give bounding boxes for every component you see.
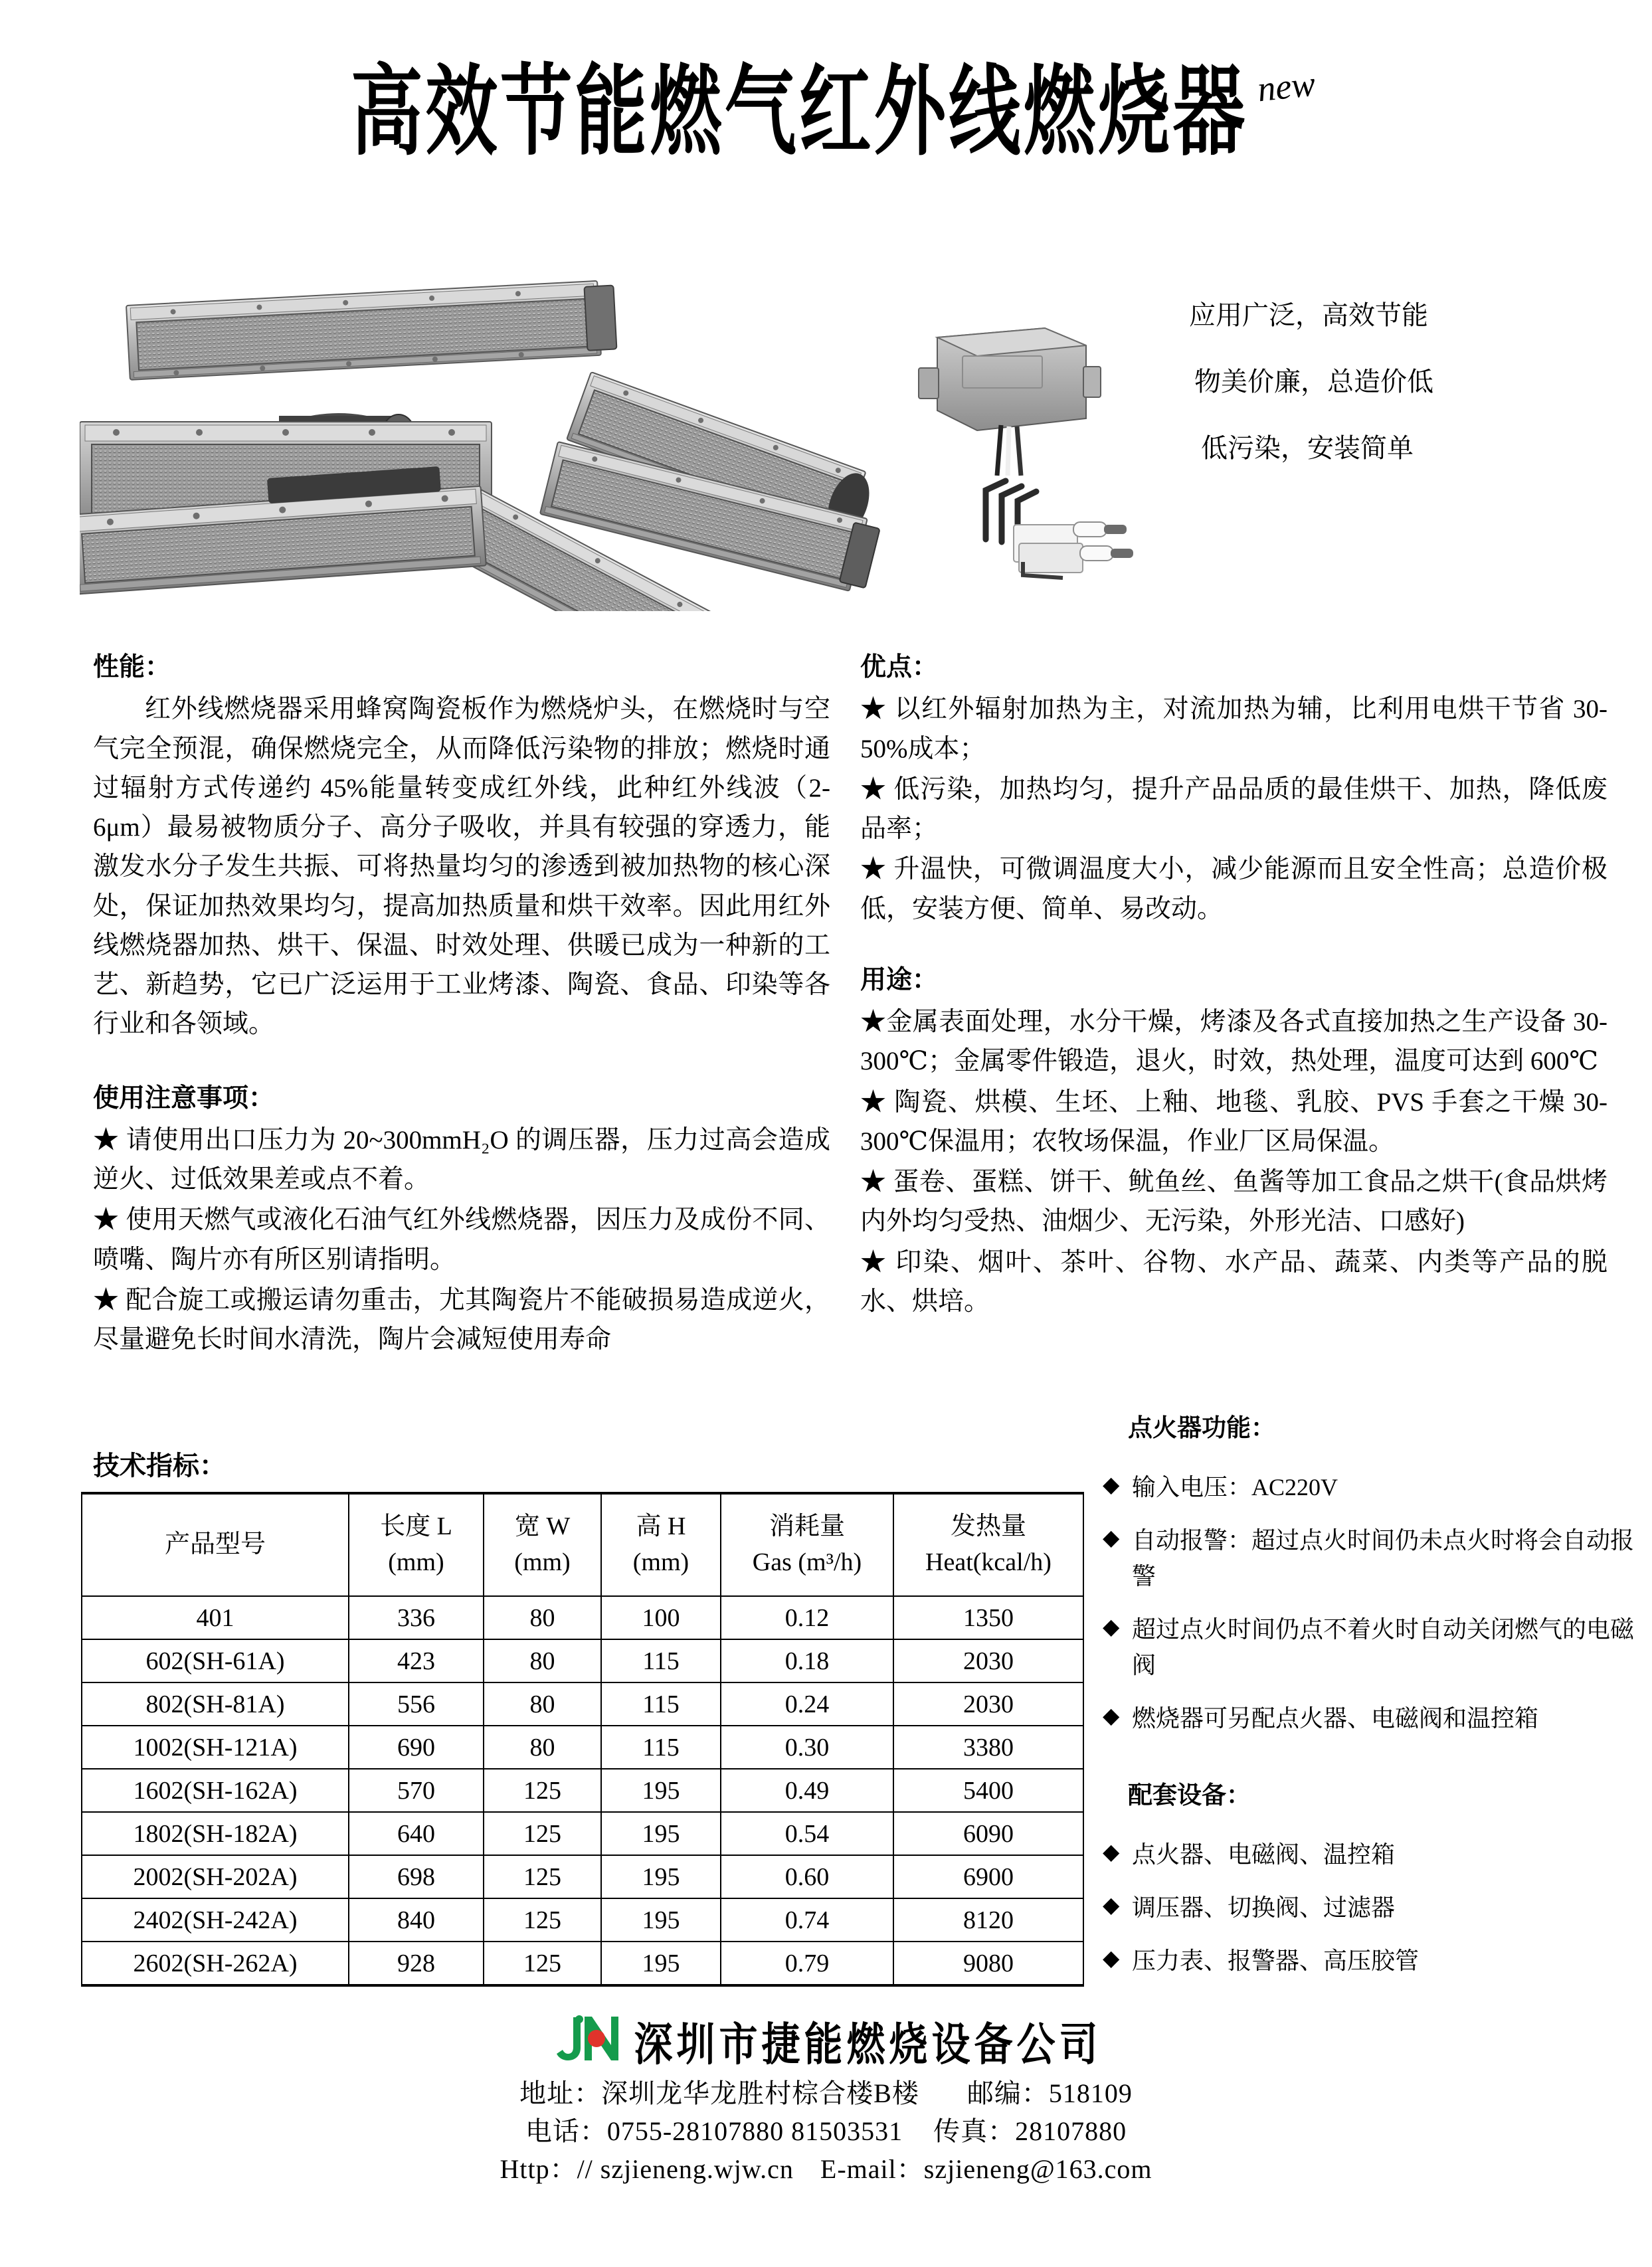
company-logo-row	[0, 2013, 1652, 2072]
jn-monogram-svg	[550, 2013, 624, 2065]
col-header-heat: 发热量 Heat(kcal/h)	[893, 1493, 1083, 1596]
cell-gas: 0.49	[721, 1769, 893, 1812]
ignition-heading: 点火器功能：	[1128, 1413, 1275, 1442]
left-text-column	[93, 648, 830, 1361]
cell-gas: 0.79	[721, 1942, 893, 1985]
footer	[0, 2013, 1652, 2188]
table-row	[82, 1682, 1083, 1726]
cell-model: 2002(SH-202A)	[82, 1855, 349, 1898]
http-label: Http：//	[500, 2153, 593, 2184]
use-item: ★ 蛋卷、蛋糕、饼干、鱿鱼丝、鱼酱等加工食品之烘干(食品烘烤内外均匀受热、油烟少、无污染，外形光洁、口感好)	[860, 1168, 1607, 1236]
cell-heat: 6090	[893, 1812, 1083, 1855]
accessories-heading: 配套设备：	[1128, 1781, 1251, 1809]
cell-gas: 0.74	[721, 1898, 893, 1942]
tagline-item: 低污染，安装简单	[1201, 433, 1414, 464]
table-row	[82, 1596, 1083, 1639]
cell-height: 195	[601, 1898, 721, 1942]
col-header-length: 长度 L (mm)	[349, 1493, 484, 1596]
cell-height: 115	[601, 1726, 721, 1769]
cell-length: 570	[349, 1769, 484, 1812]
cautions-heading: 使用注意事项：	[93, 1083, 275, 1113]
table-row	[82, 1898, 1083, 1942]
table-row	[82, 1812, 1083, 1855]
table-row	[82, 1769, 1083, 1812]
tagline-item: 应用广泛，高效节能	[1189, 300, 1428, 331]
accessory-item-text: 点火器、电磁阀、温控箱	[1132, 1841, 1396, 1868]
cell-length: 336	[349, 1596, 484, 1639]
advantage-item: ★ 以红外辐射加热为主，对流加热为辅，比利用电烘干节省 30-50%成本；	[860, 695, 1607, 763]
product-photo-illustration	[80, 279, 1143, 611]
accessories-panel	[1103, 1777, 1634, 1996]
table-row	[82, 1726, 1083, 1769]
diamond-bullet-icon: ◆	[1103, 1946, 1120, 1971]
cell-width: 125	[484, 1769, 601, 1812]
diamond-bullet-icon: ◆	[1103, 1840, 1120, 1864]
diamond-bullet-icon: ◆	[1103, 1615, 1120, 1639]
title-new-badge: new	[1255, 63, 1317, 110]
cell-width: 80	[484, 1639, 601, 1682]
ignition-item-text: 超过点火时间仍点不着火时自动关闭燃气的电磁阀	[1132, 1615, 1635, 1678]
cell-heat: 6900	[893, 1855, 1083, 1898]
cell-gas: 0.54	[721, 1812, 893, 1855]
cell-model: 1802(SH-182A)	[82, 1812, 349, 1855]
phone-label: 电话：	[525, 2116, 607, 2146]
accessory-item-text: 压力表、报警器、高压胶管	[1132, 1947, 1420, 1974]
table-row	[82, 1639, 1083, 1682]
cell-heat: 1350	[893, 1596, 1083, 1639]
email-value[interactable]: szjieneng@163.com	[923, 2153, 1152, 2184]
cell-model: 1602(SH-162A)	[82, 1769, 349, 1812]
contact-line-phone	[0, 2113, 1652, 2151]
ignition-item-text: 自动报警：超过点火时间仍未点火时将会自动报警	[1132, 1526, 1635, 1589]
contact-line-address	[0, 2075, 1652, 2113]
accessory-item-text: 调压器、切换阀、过滤器	[1132, 1894, 1396, 1921]
ignition-list-item	[1103, 1611, 1634, 1683]
spec-table	[81, 1492, 1084, 1987]
ignition-list-item	[1103, 1700, 1634, 1736]
product-photo	[80, 279, 1143, 611]
fax-label: 传真：	[933, 2116, 1016, 2146]
cell-width: 80	[484, 1726, 601, 1769]
diamond-bullet-icon: ◆	[1103, 1473, 1120, 1497]
website-value[interactable]: szjieneng.wjw.cn	[600, 2153, 794, 2184]
col-header-width: 宽 W (mm)	[484, 1493, 601, 1596]
advantages-heading: 优点：	[860, 652, 939, 682]
table-row	[82, 1942, 1083, 1985]
diamond-bullet-icon: ◆	[1103, 1893, 1120, 1918]
performance-heading: 性能：	[93, 652, 171, 682]
accessory-list-item	[1103, 1890, 1634, 1926]
fax-value: 28107880	[1015, 2116, 1127, 2146]
cell-width: 125	[484, 1812, 601, 1855]
cell-height: 195	[601, 1812, 721, 1855]
ignition-list-item	[1103, 1469, 1634, 1505]
cell-heat: 3380	[893, 1726, 1083, 1769]
use-item: ★金属表面处理，水分干燥，烤漆及各式直接加热之生产设备 30-300℃；金属零件锻造，退火，时效，热处理，温度可达到 600℃	[860, 1008, 1607, 1076]
spec-table-label: 技术指标：	[93, 1451, 226, 1481]
cell-heat: 2030	[893, 1682, 1083, 1726]
caution-item: ★ 使用天燃气或液化石油气红外线燃烧器，因压力及成份不同、喷嘴、陶片亦有所区别请指明。	[93, 1206, 830, 1274]
caution-item: ★ 请使用出口压力为 20~300mmH₂O 的调压器，压力过高会造成逆火、过低效果差或点不着。	[93, 1125, 830, 1194]
diamond-bullet-icon: ◆	[1103, 1526, 1120, 1550]
company-name: 深圳市捷能燃烧设备公司	[634, 2017, 1102, 2072]
tagline-list	[1189, 302, 1614, 501]
cell-width: 125	[484, 1898, 601, 1942]
diamond-bullet-icon: ◆	[1103, 1704, 1120, 1728]
address-label: 地址：	[519, 2078, 602, 2108]
cell-heat: 2030	[893, 1639, 1083, 1682]
cell-model: 602(SH-61A)	[82, 1639, 349, 1682]
cell-model: 2602(SH-262A)	[82, 1942, 349, 1985]
cell-heat: 9080	[893, 1942, 1083, 1985]
use-item: ★ 陶瓷、烘模、生坯、上釉、地毯、乳胶、PVS 手套之干燥 30-300℃保温用；农牧场保温，作业厂区局保温。	[860, 1087, 1607, 1156]
cell-heat: 8120	[893, 1898, 1083, 1942]
spec-table-body	[82, 1596, 1083, 1985]
cell-gas: 0.30	[721, 1726, 893, 1769]
table-row	[82, 1855, 1083, 1898]
cell-length: 423	[349, 1639, 484, 1682]
col-header-height: 高 H (mm)	[601, 1493, 721, 1596]
ignition-list-item	[1103, 1522, 1634, 1594]
email-label: E-mail：	[820, 2153, 924, 2184]
accessory-list-item	[1103, 1943, 1634, 1979]
cell-height: 115	[601, 1639, 721, 1682]
cell-width: 80	[484, 1596, 601, 1639]
advantage-item: ★ 低污染，加热均匀，提升产品品质的最佳烘干、加热，降低废品率；	[860, 774, 1607, 844]
cell-gas: 0.24	[721, 1682, 893, 1726]
accessory-list-item	[1103, 1837, 1634, 1872]
ignition-item-text: 输入电压：AC220V	[1132, 1473, 1338, 1500]
ignition-features-panel	[1103, 1409, 1634, 1754]
col-header-model: 产品型号	[82, 1493, 349, 1596]
cell-length: 698	[349, 1855, 484, 1898]
postcode-value: 518109	[1048, 2078, 1133, 2108]
advantage-item: ★ 升温快，可微调温度大小，减少能源而且安全性高；总造价极低，安装方便、简单、易改动。	[860, 855, 1607, 923]
cell-width: 125	[484, 1942, 601, 1985]
cell-width: 125	[484, 1855, 601, 1898]
title-main-text: 高效节能燃气红外线燃烧器	[350, 55, 1248, 169]
cell-model: 2402(SH-242A)	[82, 1898, 349, 1942]
tagline-item: 物美价廉，总造价低	[1194, 367, 1433, 397]
page-title	[0, 55, 1652, 169]
cell-length: 556	[349, 1682, 484, 1726]
cell-model: 401	[82, 1596, 349, 1639]
cell-length: 690	[349, 1726, 484, 1769]
cell-gas: 0.12	[721, 1596, 893, 1639]
cell-length: 640	[349, 1812, 484, 1855]
use-item: ★ 印染、烟叶、茶叶、谷物、水产品、蔬菜、内类等产品的脱水、烘培。	[860, 1247, 1607, 1316]
performance-body: 红外线燃烧器采用蜂窝陶瓷板作为燃烧炉头，在燃烧时与空气完全预混，确保燃烧完全，从而降低污染物的排放；燃烧时通过辐射方式传递约 45%能量转变成红外线，此种红外线波（2-6μm）最易被物质分子、高分子吸收，并具有较强的穿透力，能激发水分子发生共振、可将热量均匀的渗透到被加热物的核心深处，保证加热效果均匀，提高加热质量和烘干效率。因此用红外线燃烧器加热、烘干、保温、时效处理、供暖已成为一种新的工艺、新趋势，它已广泛运用于工业烤漆、陶瓷、食品、印染等各行业和各领域。	[93, 695, 830, 1039]
caution-item: ★ 配合旋工或搬运请勿重击，尤其陶瓷片不能破损易造成逆火，尽量避免长时间水清洗，陶片会减短使用寿命	[93, 1285, 830, 1354]
uses-heading: 用途：	[860, 964, 939, 995]
cell-model: 802(SH-81A)	[82, 1682, 349, 1726]
cell-height: 195	[601, 1942, 721, 1985]
cell-model: 1002(SH-121A)	[82, 1726, 349, 1769]
phone-value: 0755-28107880 81503531	[606, 2116, 903, 2146]
jn-logo-icon	[550, 2013, 624, 2068]
cell-length: 928	[349, 1942, 484, 1985]
cell-heat: 5400	[893, 1769, 1083, 1812]
cell-length: 840	[349, 1898, 484, 1942]
address-value: 深圳龙华龙胜村棕合楼B楼	[601, 2078, 919, 2108]
table-header-row	[82, 1493, 1083, 1596]
right-text-column	[860, 648, 1607, 1322]
cell-height: 195	[601, 1769, 721, 1812]
cell-height: 195	[601, 1855, 721, 1898]
postcode-label: 邮编：	[966, 2078, 1049, 2108]
cell-gas: 0.18	[721, 1639, 893, 1682]
ignition-item-text: 燃烧器可另配点火器、电磁阀和温控箱	[1132, 1704, 1539, 1732]
contact-line-web	[0, 2151, 1652, 2189]
cell-height: 100	[601, 1596, 721, 1639]
cell-height: 115	[601, 1682, 721, 1726]
cell-gas: 0.60	[721, 1855, 893, 1898]
cell-width: 80	[484, 1682, 601, 1726]
col-header-gas: 消耗量 Gas (m³/h)	[721, 1493, 893, 1596]
